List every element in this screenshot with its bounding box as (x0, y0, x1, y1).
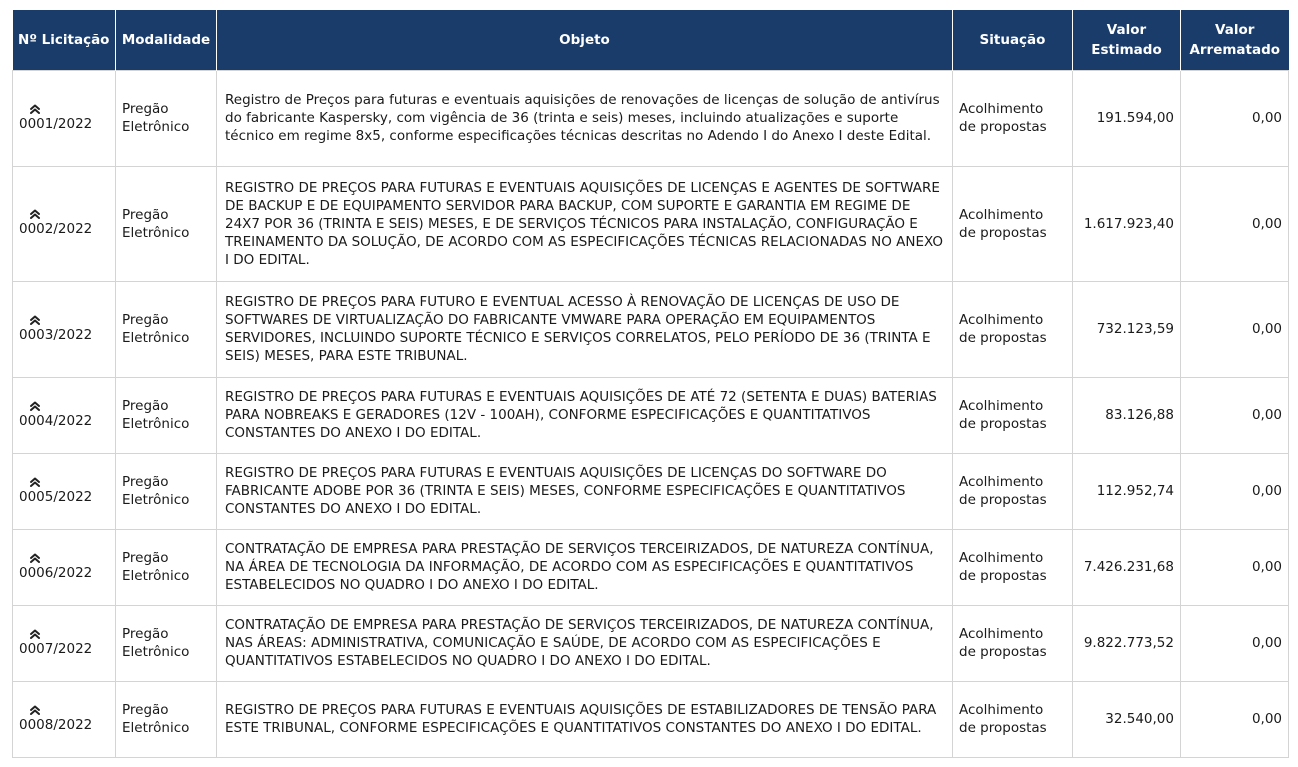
chevron-up-icon[interactable] (29, 477, 41, 487)
modalidade-cell (116, 453, 217, 529)
table-row (13, 281, 1289, 377)
valor-arrematado-cell: 0,00 (1181, 377, 1289, 453)
situacao-line2: de propostas (959, 330, 1047, 346)
chevron-up-icon[interactable] (29, 315, 41, 325)
situacao-cell (953, 605, 1073, 681)
objeto-cell: REGISTRO DE PREÇOS PARA FUTURAS E EVENTUAIS AQUISIÇÕES DE LICENÇAS DO SOFTWARE DO FABRICANTE ADOBE POR 36 (TRINTA E SEIS) MESES, CONFORME ESPECIFICAÇÕES E QUANTITATIVOS CONSTANTES DO ANEXO I DO EDITAL. (217, 453, 953, 529)
modalidade-cell (116, 70, 217, 166)
objeto-cell: CONTRATAÇÃO DE EMPRESA PARA PRESTAÇÃO DE SERVIÇOS TERCEIRIZADOS, DE NATUREZA CONTÍNUA, NA ÁREA DE TECNOLOGIA DA INFORMAÇÃO, DE ACORDO COM AS ESPECIFICAÇÕES E QUANTITATIVOS ESTABELECIDOS NO QUADRO I DO ANEXO I DO EDITAL. (217, 529, 953, 605)
table-row (13, 166, 1289, 281)
valor-estimado-cell: 9.822.773,52 (1073, 605, 1181, 681)
table-row (13, 605, 1289, 681)
situacao-line1: Acolhimento (959, 474, 1044, 490)
situacao-line2: de propostas (959, 416, 1047, 432)
licitacao-number: 0007/2022 (19, 640, 93, 657)
situacao-line1: Acolhimento (959, 702, 1044, 718)
objeto-cell: REGISTRO DE PREÇOS PARA FUTURAS E EVENTUAIS AQUISIÇÕES DE ESTABILIZADORES DE TENSÃO PARA ESTE TRIBUNAL, CONFORME ESPECIFICAÇÕES E QUANTITATIVOS CONSTANTES DO ANEXO I DO EDITAL. (217, 681, 953, 757)
situacao-line1: Acolhimento (959, 550, 1044, 566)
valor-arrematado-cell: 0,00 (1181, 166, 1289, 281)
licitacao-cell[interactable] (13, 377, 116, 453)
modalidade-line2: Eletrônico (122, 568, 190, 584)
licitacao-cell[interactable] (13, 529, 116, 605)
modalidade-line2: Eletrônico (122, 720, 190, 736)
table-row (13, 681, 1289, 757)
modalidade-line2: Eletrônico (122, 492, 190, 508)
licitacao-number: 0001/2022 (19, 115, 93, 132)
situacao-line2: de propostas (959, 568, 1047, 584)
licitacao-cell[interactable] (13, 70, 116, 166)
valor-estimado-cell: 191.594,00 (1073, 70, 1181, 166)
modalidade-line2: Eletrônico (122, 330, 190, 346)
valor-arrematado-cell: 0,00 (1181, 681, 1289, 757)
valor-arrematado-cell: 0,00 (1181, 453, 1289, 529)
header-valor-arrematado-line1: Valor (1215, 21, 1255, 38)
header-licitacao[interactable]: Nº Licitação (13, 10, 116, 70)
modalidade-line2: Eletrônico (122, 224, 190, 241)
header-valor-arrematado-line2: Arrematado (1189, 41, 1281, 58)
valor-estimado-cell: 732.123,59 (1073, 281, 1181, 377)
valor-estimado-cell: 32.540,00 (1073, 681, 1181, 757)
table-row (13, 453, 1289, 529)
licitacao-number: 0008/2022 (19, 716, 93, 733)
modalidade-line1: Pregão (122, 206, 169, 223)
header-valor-estimado-line1: Valor (1106, 21, 1147, 38)
modalidade-line1: Pregão (122, 702, 169, 718)
licitacao-cell[interactable] (13, 166, 116, 281)
objeto-cell: REGISTRO DE PREÇOS PARA FUTURO E EVENTUAL ACESSO À RENOVAÇÃO DE LICENÇAS DE USO DE SOFTWARES DE VIRTUALIZAÇÃO DO FABRICANTE VMWARE PARA OPERAÇÃO EM EQUIPAMENTOS SERVIDORES, INCLUINDO SUPORTE TÉCNICO E SERVIÇOS CORRELATOS, PELO PERÍODO DE 36 (TRINTA E SEIS) MESES, PARA ESTE TRIBUNAL. (217, 281, 953, 377)
objeto-cell: REGISTRO DE PREÇOS PARA FUTURAS E EVENTUAIS AQUISIÇÕES DE LICENÇAS E AGENTES DE SOFTWARE DE BACKUP E DE EQUIPAMENTO SERVIDOR PARA BACKUP, COM SUPORTE E GARANTIA EM REGIME DE 24X7 POR 36 (TRINTA E SEIS) MESES, E DE SERVIÇOS TÉCNICOS PARA INSTALAÇÃO, CONFIGURAÇÃO E TREINAMENTO DA SOLUÇÃO, DE ACORDO COM AS ESPECIFICAÇÕES TÉCNICAS RELACIONADAS NO ANEXO I DO EDITAL. (217, 166, 953, 281)
licitacoes-table-container (12, 10, 1288, 758)
licitacao-number: 0002/2022 (19, 221, 93, 237)
modalidade-line1: Pregão (122, 398, 169, 414)
situacao-line2: de propostas (959, 119, 1047, 135)
licitacao-cell[interactable] (13, 681, 116, 757)
chevron-up-icon[interactable] (29, 629, 41, 639)
modalidade-cell (116, 529, 217, 605)
chevron-up-icon[interactable] (29, 104, 41, 114)
table-row (13, 529, 1289, 605)
licitacao-number: 0006/2022 (19, 564, 93, 581)
situacao-cell (953, 681, 1073, 757)
modalidade-cell (116, 166, 217, 281)
valor-estimado-cell: 1.617.923,40 (1073, 166, 1181, 281)
objeto-cell: CONTRATAÇÃO DE EMPRESA PARA PRESTAÇÃO DE SERVIÇOS TERCEIRIZADOS, DE NATUREZA CONTÍNUA, NAS ÁREAS: ADMINISTRATIVA, COMUNICAÇÃO E SAÚDE, DE ACORDO COM AS ESPECIFICAÇÕES E QUANTITATIVOS ESTABELECIDOS NO QUADRO I DO ANEXO I DO EDITAL. (217, 605, 953, 681)
licitacao-cell[interactable] (13, 453, 116, 529)
situacao-line1: Acolhimento (959, 398, 1044, 414)
header-modalidade[interactable]: Modalidade (116, 10, 217, 70)
chevron-up-icon[interactable] (29, 401, 41, 411)
valor-arrematado-cell: 0,00 (1181, 529, 1289, 605)
valor-estimado-cell: 7.426.231,68 (1073, 529, 1181, 605)
chevron-up-icon[interactable] (29, 553, 41, 563)
situacao-cell (953, 166, 1073, 281)
modalidade-line1: Pregão (122, 474, 169, 490)
situacao-line1: Acolhimento (959, 312, 1044, 328)
situacao-line1: Acolhimento (959, 206, 1044, 223)
table-row (13, 70, 1289, 166)
modalidade-line1: Pregão (122, 550, 169, 566)
modalidade-line1: Pregão (122, 626, 169, 642)
licitacao-cell[interactable] (13, 605, 116, 681)
licitacoes-table (12, 10, 1289, 758)
table-body (13, 70, 1289, 757)
licitacao-number: 0004/2022 (19, 412, 93, 429)
modalidade-line2: Eletrônico (122, 644, 190, 660)
modalidade-line1: Pregão (122, 101, 169, 117)
chevron-up-icon[interactable] (29, 705, 41, 715)
situacao-cell (953, 377, 1073, 453)
valor-arrematado-cell: 0,00 (1181, 70, 1289, 166)
table-row (13, 377, 1289, 453)
situacao-cell (953, 70, 1073, 166)
objeto-cell: REGISTRO DE PREÇOS PARA FUTURAS E EVENTUAIS AQUISIÇÕES DE ATÉ 72 (SETENTA E DUAS) BATERIAS PARA NOBREAKS E GERADORES (12V - 100AH), CONFORME ESPECIFICAÇÕES E QUANTITATIVOS CONSTANTES DO ANEXO I DO EDITAL. (217, 377, 953, 453)
header-valor-arrematado[interactable] (1181, 10, 1289, 70)
objeto-cell: Registro de Preços para futuras e eventuais aquisições de renovações de licenças de solução de antivírus do fabricante Kaspersky, com vigência de 36 (trinta e seis) meses, incluindo atualizações e suporte técnico em regime 8x5, conforme especificações técnicas descritas no Adendo I do Anexo I deste Edital. (217, 70, 953, 166)
situacao-cell (953, 281, 1073, 377)
header-objeto[interactable]: Objeto (217, 10, 953, 70)
table-header-row (13, 10, 1289, 70)
valor-arrematado-cell: 0,00 (1181, 281, 1289, 377)
licitacao-cell[interactable] (13, 281, 116, 377)
situacao-cell (953, 529, 1073, 605)
valor-estimado-cell: 112.952,74 (1073, 453, 1181, 529)
valor-estimado-cell: 83.126,88 (1073, 377, 1181, 453)
modalidade-cell (116, 681, 217, 757)
situacao-line2: de propostas (959, 492, 1047, 508)
licitacao-number: 0003/2022 (19, 326, 93, 343)
modalidade-line2: Eletrônico (122, 119, 190, 135)
situacao-line2: de propostas (959, 644, 1047, 660)
modalidade-cell (116, 281, 217, 377)
situacao-line2: de propostas (959, 720, 1047, 736)
situacao-line1: Acolhimento (959, 101, 1044, 117)
chevron-up-icon[interactable] (29, 209, 41, 219)
situacao-cell (953, 453, 1073, 529)
modalidade-line2: Eletrônico (122, 416, 190, 432)
licitacao-number: 0005/2022 (19, 488, 93, 505)
valor-arrematado-cell: 0,00 (1181, 605, 1289, 681)
header-valor-estimado[interactable] (1073, 10, 1181, 70)
header-situacao[interactable]: Situação (953, 10, 1073, 70)
modalidade-cell (116, 377, 217, 453)
situacao-line2: de propostas (959, 224, 1047, 241)
header-valor-estimado-line2: Estimado (1091, 41, 1162, 58)
modalidade-cell (116, 605, 217, 681)
modalidade-line1: Pregão (122, 312, 169, 328)
situacao-line1: Acolhimento (959, 626, 1044, 642)
